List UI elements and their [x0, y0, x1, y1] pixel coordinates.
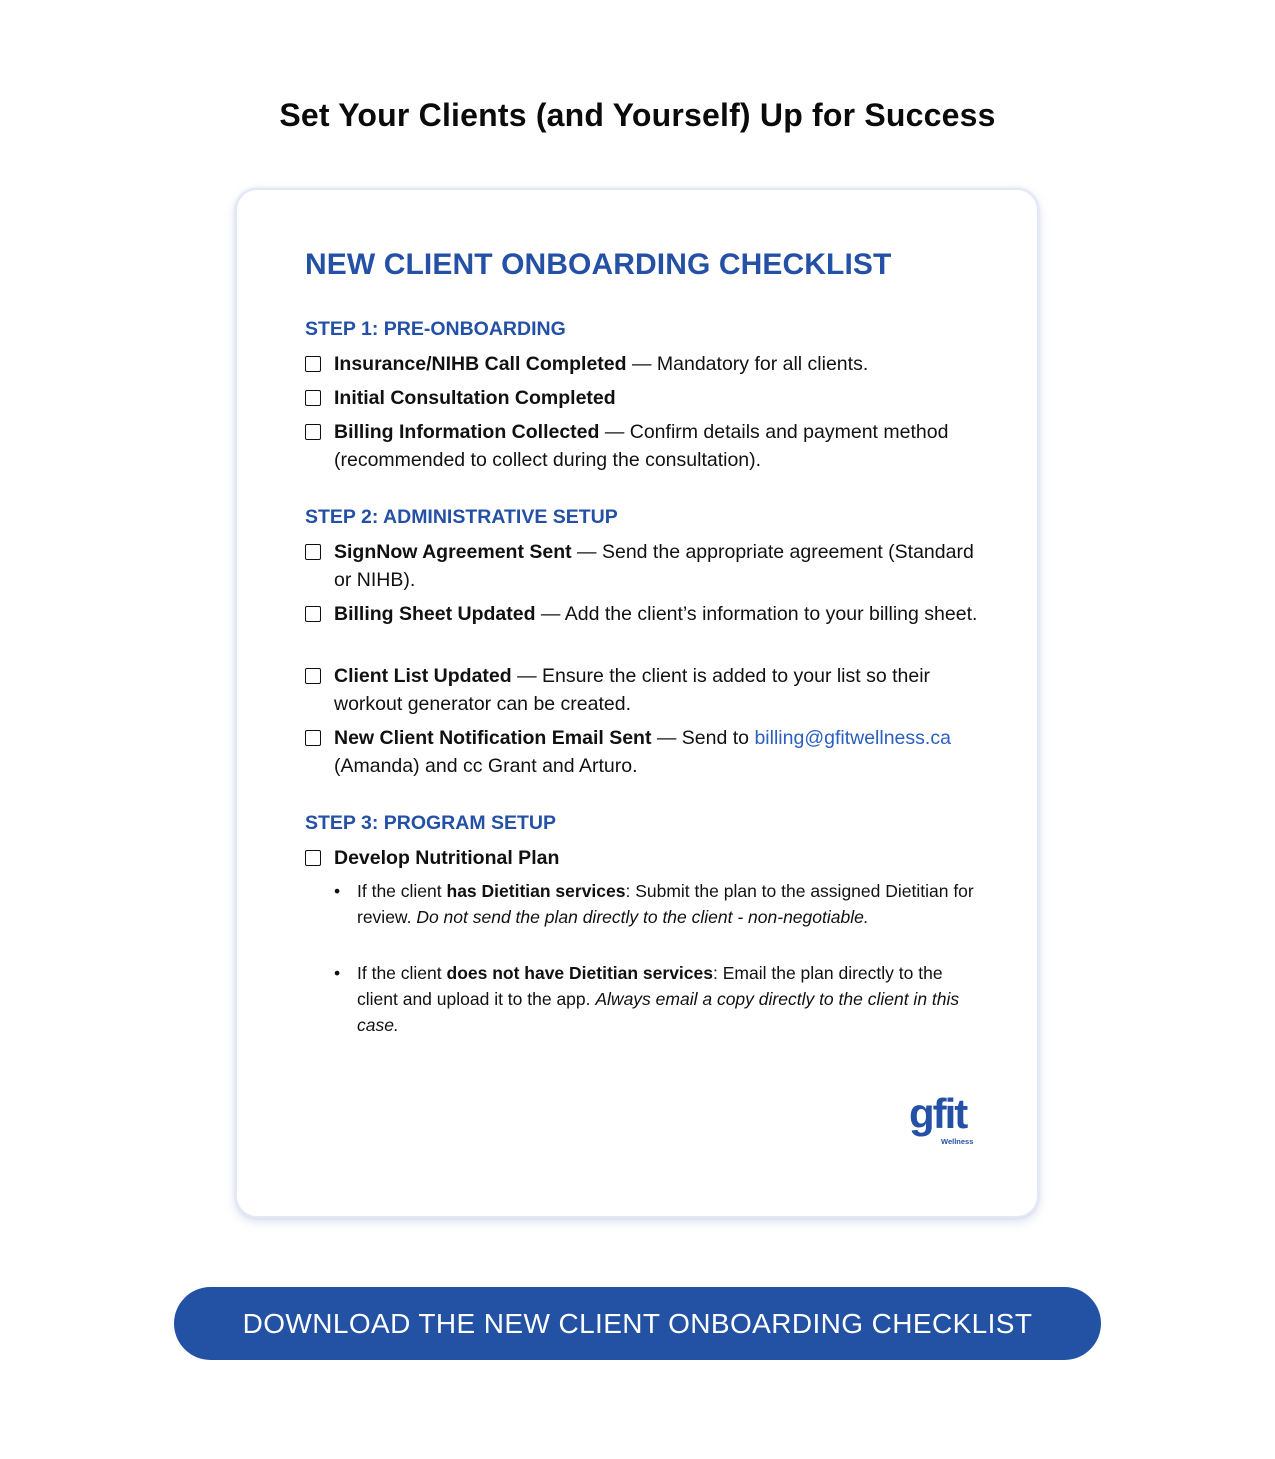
- checklist-item-text: [334, 844, 995, 872]
- bullet-item: [334, 878, 974, 930]
- item-title: Insurance/NIHB Call Completed: [334, 353, 627, 375]
- checklist-item-text: [334, 538, 995, 594]
- checklist-item: [305, 538, 995, 594]
- checklist-item-text: [334, 600, 995, 628]
- item-title: Billing Information Collected: [334, 421, 600, 443]
- bullet-middle: : Submit the plan to the assigned Dietitian for review.: [357, 881, 974, 927]
- checkbox[interactable]: [305, 668, 321, 684]
- bullet-bold: does not have Dietitian services: [446, 963, 713, 983]
- checklist-item-text: [334, 350, 995, 378]
- bullet-bold: has Dietitian services: [446, 881, 626, 901]
- item-title: Billing Sheet Updated: [334, 603, 536, 625]
- bullet-dot: •: [334, 963, 341, 983]
- checklist-item: [305, 724, 995, 780]
- step-3-heading: STEP 3: PROGRAM SETUP: [305, 812, 557, 834]
- gfit-logo: [909, 1090, 979, 1150]
- item-description: (Amanda) and cc Grant and Arturo.: [334, 755, 638, 777]
- item-title: Initial Consultation Completed: [334, 387, 616, 409]
- checkbox[interactable]: [305, 544, 321, 560]
- bullet-prefix: If the client: [357, 963, 447, 983]
- checklist-item: [305, 600, 995, 628]
- checkbox[interactable]: [305, 390, 321, 406]
- bullet-italic-note: Do not send the plan directly to the client - non-negotiable.: [416, 907, 869, 927]
- item-description: — Add the client’s information to your billing sheet.: [535, 603, 978, 625]
- checklist-title: NEW CLIENT ONBOARDING CHECKLIST: [305, 248, 892, 281]
- bullet-text: [357, 960, 974, 1038]
- item-title: New Client Notification Email Sent: [334, 727, 652, 749]
- step-2-heading: STEP 2: ADMINISTRATIVE SETUP: [305, 506, 618, 528]
- bullet-dot: •: [334, 881, 341, 901]
- item-title: Develop Nutritional Plan: [334, 847, 560, 869]
- checklist-card: [235, 188, 1039, 1218]
- checklist-item-text: [334, 384, 995, 412]
- bullet-prefix: If the client: [357, 881, 447, 901]
- logo-mark: gfit: [909, 1090, 967, 1137]
- checklist-item-text: [334, 724, 995, 780]
- checklist-item: [305, 384, 995, 412]
- bullet-italic-note: Always email a copy directly to the client in this case.: [357, 989, 960, 1035]
- item-description: — Send the appropriate agreement (Standard or NIHB).: [334, 541, 974, 591]
- checklist-item-text: [334, 418, 995, 474]
- item-description: — Send to: [651, 727, 755, 749]
- bullet-text: [357, 878, 974, 930]
- checklist-item: [305, 844, 995, 872]
- item-description: — Confirm details and payment method (recommended to collect during the consultation).: [334, 421, 949, 471]
- checkbox[interactable]: [305, 606, 321, 622]
- item-title: SignNow Agreement Sent: [334, 541, 572, 563]
- checklist-item: [305, 350, 995, 378]
- checkbox[interactable]: [305, 356, 321, 372]
- bullet-item: [334, 960, 974, 1038]
- step-1-heading: STEP 1: PRE-ONBOARDING: [305, 318, 566, 340]
- download-checklist-button[interactable]: DOWNLOAD THE NEW CLIENT ONBOARDING CHECKLIST: [174, 1287, 1101, 1360]
- page-heading: Set Your Clients (and Yourself) Up for Success: [279, 97, 996, 133]
- item-description: — Ensure the client is added to your list so their workout generator can be created.: [334, 665, 931, 715]
- item-title: Client List Updated: [334, 665, 512, 687]
- checkbox[interactable]: [305, 730, 321, 746]
- checkbox[interactable]: [305, 424, 321, 440]
- checkbox[interactable]: [305, 850, 321, 866]
- item-description: — Mandatory for all clients.: [626, 353, 869, 375]
- checklist-item: [305, 418, 995, 474]
- billing-email-link[interactable]: billing@gfitwellness.ca: [754, 727, 951, 749]
- logo-subtext: Wellness: [941, 1137, 974, 1146]
- checklist-item-text: [334, 662, 995, 718]
- bullet-middle: : Email the plan directly to the client and upload it to the app.: [357, 963, 943, 1009]
- checklist-item: [305, 662, 995, 718]
